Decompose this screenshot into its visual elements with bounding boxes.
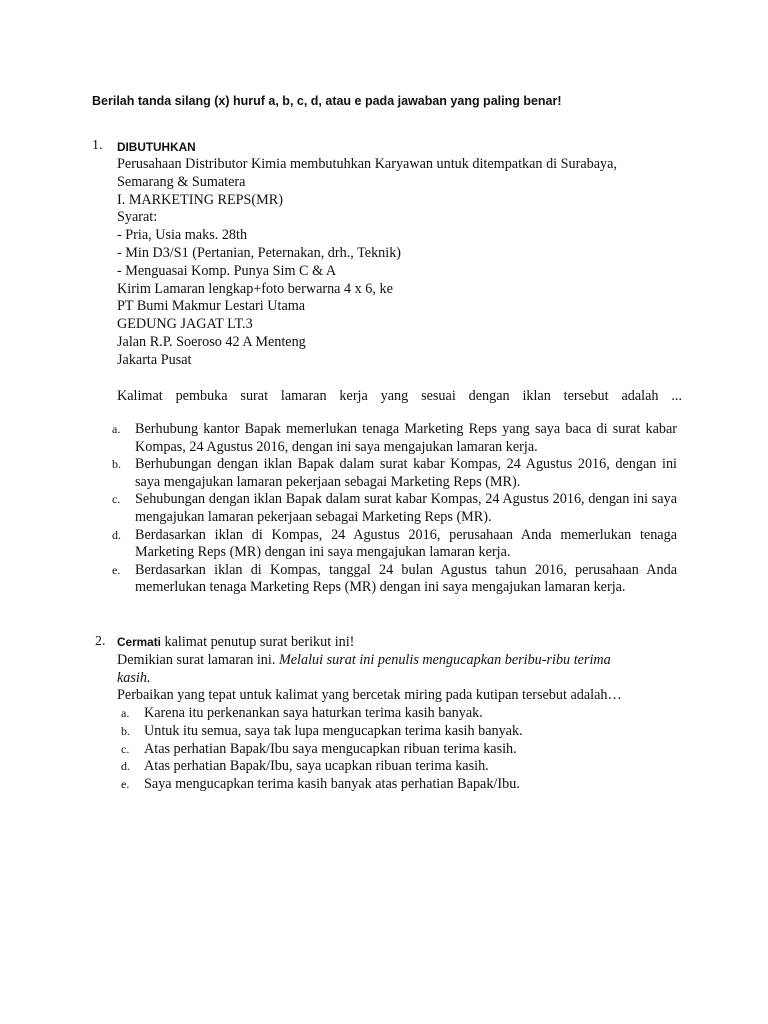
ad-line: PT Bumi Makmur Lestari Utama bbox=[117, 298, 306, 315]
ad-line: Jalan R.P. Soeroso 42 A Menteng bbox=[117, 333, 306, 350]
ad-line: I. MARKETING REPS(MR) bbox=[117, 191, 283, 208]
option-a[interactable] bbox=[112, 421, 677, 456]
question-2-number: 2. bbox=[95, 634, 106, 649]
option-d[interactable] bbox=[112, 526, 677, 562]
option-e[interactable] bbox=[112, 561, 677, 597]
option-letter: e. bbox=[121, 777, 130, 791]
question-1 bbox=[117, 138, 682, 370]
option-letter: b. bbox=[112, 457, 121, 472]
option-d[interactable] bbox=[117, 758, 682, 776]
ad-line: Jakarta Pusat bbox=[117, 351, 192, 368]
question-2-prompt bbox=[117, 634, 682, 652]
ad-line: - Menguasai Komp. Punya Sim C & A bbox=[117, 262, 337, 279]
quote-italic: Melalui surat ini penulis mengucapkan beribu-ribu terima bbox=[278, 651, 611, 668]
quote-line-1 bbox=[117, 652, 682, 670]
ad-line: Syarat: bbox=[117, 209, 158, 226]
option-c[interactable] bbox=[117, 741, 682, 759]
option-letter: d. bbox=[112, 527, 121, 542]
option-letter: b. bbox=[121, 723, 130, 738]
ad-title: DIBUTUHKAN bbox=[117, 140, 196, 154]
option-letter: a. bbox=[121, 706, 130, 721]
option-text: Karena itu perkenankan saya haturkan terima kasih banyak. bbox=[144, 705, 483, 722]
option-letter: d. bbox=[121, 759, 130, 774]
option-b[interactable] bbox=[117, 723, 682, 741]
ad-body bbox=[117, 156, 682, 370]
option-e[interactable] bbox=[117, 776, 682, 794]
ad-line: Kirim Lamaran lengkap+foto berwarna 4 x 6, ke bbox=[117, 280, 393, 297]
question-text: Perbaikan yang tepat untuk kalimat yang bercetak miring pada kutipan tersebut adalah… bbox=[117, 687, 622, 704]
option-c[interactable] bbox=[112, 491, 677, 526]
ad-line: Semarang & Sumatera bbox=[117, 173, 246, 190]
option-letter: c. bbox=[112, 492, 121, 507]
option-letter: c. bbox=[121, 741, 130, 756]
ad-line: - Min D3/S1 (Pertanian, Peternakan, drh., Teknik) bbox=[117, 244, 402, 261]
option-text: Berhubung kantor Bapak memerlukan tenaga Marketing Reps yang saya baca di surat kabar Kompas, 24 Agustus 2016, dengan ini saya mengajukan lamaran kerja. bbox=[135, 421, 677, 455]
option-letter: e. bbox=[112, 562, 121, 577]
option-text: Atas perhatian Bapak/Ibu saya mengucapkan ribuan terima kasih. bbox=[144, 740, 517, 757]
question-1-number: 1. bbox=[92, 138, 103, 153]
option-b[interactable] bbox=[112, 456, 677, 491]
question-1-prompt bbox=[117, 387, 682, 405]
quote-italic-end: kasih. bbox=[117, 669, 151, 686]
option-a[interactable] bbox=[117, 705, 682, 723]
option-text: Berhubungan dengan iklan Bapak dalam surat kabar Kompas, 24 Agustus 2016, dengan ini saya mengajukan lamaran pekerjaan sebagai Marketing Reps (MR). bbox=[135, 456, 677, 490]
option-text: Untuk itu semua, saya tak lupa mengucapkan terima kasih banyak. bbox=[144, 722, 523, 739]
question-2-options bbox=[117, 705, 682, 794]
option-text: Sehubungan dengan iklan Bapak dalam surat kabar Kompas, 24 Agustus 2016, dengan ini saya mengajukan lamaran pekerjaan sebagai Marketing Reps (MR). bbox=[135, 491, 677, 525]
option-text: Saya mengucapkan terima kasih banyak atas perhatian Bapak/Ibu. bbox=[144, 776, 520, 792]
option-letter: a. bbox=[112, 422, 121, 436]
ad-line: - Pria, Usia maks. 28th bbox=[117, 227, 248, 244]
quote-plain: Demikian surat lamaran ini. bbox=[117, 651, 279, 668]
question-text: Kalimat pembuka surat lamaran kerja yang sesuai dengan iklan tersebut adalah ... bbox=[117, 388, 682, 404]
question-2 bbox=[117, 634, 682, 794]
ad-line: Perusahaan Distributor Kimia membutuhkan Karyawan untuk ditempatkan di Surabaya, bbox=[117, 156, 617, 172]
option-text: Berdasarkan iklan di Kompas, tanggal 24 bulan Agustus tahun 2016, perusahaan Anda memerlukan tenaga Marketing Reps (MR) dengan ini saya mengajukan lamaran kerja. bbox=[135, 561, 677, 596]
ad-line: GEDUNG JAGAT LT.3 bbox=[117, 316, 253, 333]
instruction-text: Berilah tanda silang (x) huruf a, b, c, d, atau e pada jawaban yang paling benar! bbox=[92, 94, 562, 108]
prompt-bold: Cermati bbox=[117, 635, 161, 649]
option-text: Atas perhatian Bapak/Ibu, saya ucapkan ribuan terima kasih. bbox=[144, 758, 489, 775]
question-1-options bbox=[112, 421, 677, 597]
prompt-rest: kalimat penutup surat berikut ini! bbox=[160, 634, 355, 650]
option-text: Berdasarkan iklan di Kompas, 24 Agustus 2016, perusahaan Anda memerlukan tenaga Marketing Reps (MR) dengan ini saya mengajukan lamaran kerja. bbox=[135, 526, 677, 561]
quote-line-2 bbox=[117, 670, 682, 688]
